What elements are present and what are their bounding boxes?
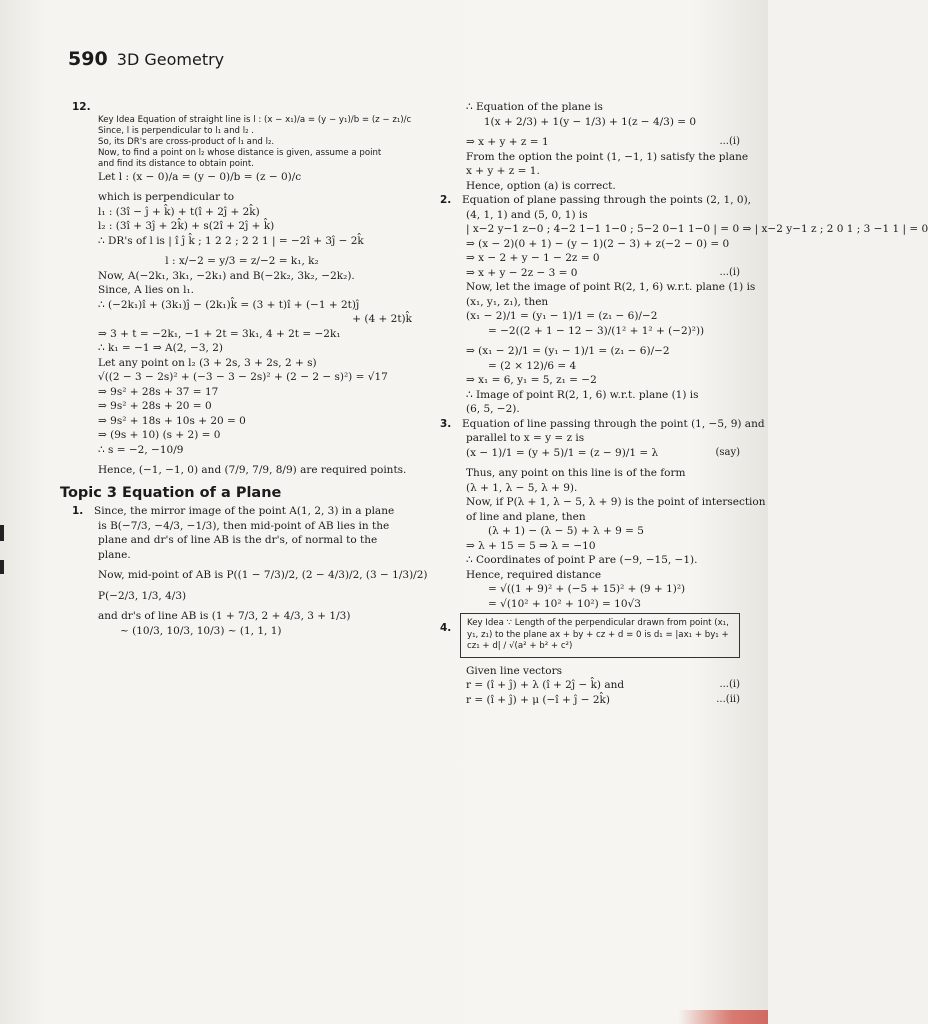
equation-tag: (say)	[715, 446, 740, 458]
line-text: which is perpendicular to	[98, 191, 235, 203]
line-text: = √((1 + 9)² + (−5 + 15)² + (9 + 1)²)	[488, 583, 686, 595]
line-text: ⇒ 9s² + 28s + 37 = 17	[98, 385, 219, 398]
text-line	[72, 414, 412, 429]
question-number: 2.	[440, 194, 452, 206]
equation-tag: ...(i)	[719, 266, 740, 278]
line-text: Let l : (x − 0)/a = (y − 0)/b = (z − 0)/c	[98, 170, 302, 183]
text-line	[440, 553, 740, 568]
text-line	[72, 205, 412, 220]
question-line	[72, 504, 412, 519]
line-text: ∴ k₁ = −1 ⇒ A(2, −3, 2)	[98, 342, 223, 354]
line-text: Now, let the image of point R(2, 1, 6) w.r.t. plane (1) is	[466, 281, 756, 293]
question-line	[440, 417, 765, 432]
text-line	[72, 190, 412, 205]
page-number: 590	[68, 48, 108, 70]
text-line	[440, 597, 740, 612]
text-line	[72, 568, 428, 583]
line-text: ∴ Image of point R(2, 1, 6) w.r.t. plane (1) is	[466, 388, 699, 401]
page-corner-decoration	[678, 1010, 768, 1024]
section-title: 3D Geometry	[116, 50, 225, 69]
line-text: (4, 1, 1) and (5, 0, 1) is	[466, 208, 588, 221]
line-text: (λ + 1) − (λ − 5) + λ + 9 = 5	[488, 525, 644, 537]
text-line	[440, 582, 740, 597]
text-line	[440, 373, 740, 388]
binding-mark	[0, 525, 4, 541]
line-text: ∴ DR's of l is | î ĵ k̂ ; 1 2 2 ; 2 2 1 | = −2î + 3ĵ − 2k̂	[98, 234, 364, 247]
line-text: ⇒ 3 + t = −2k₁, −1 + 2t = 3k₁, 4 + 2t = −2k₁	[98, 327, 341, 340]
line-text: (6, 5, −2).	[466, 403, 520, 415]
text-line	[440, 446, 740, 461]
line-text: Key Idea Equation of straight line is l : (x − x₁)/a = (y − y₁)/b = (z − z₁)/c	[98, 114, 412, 125]
text-line	[72, 219, 412, 234]
line-text: and find its distance to obtain point.	[98, 158, 254, 169]
text-line	[440, 295, 740, 310]
text-line	[440, 324, 740, 339]
line-text: ⇒ (x₁ − 2)/1 = (y₁ − 1)/1 = (z₁ − 6)/−2	[466, 345, 670, 357]
text-line	[440, 135, 740, 150]
line-text: √((2 − 3 − 2s)² + (−3 − 3 − 2s)² + (2 − 2 − s)²) = √17	[98, 371, 388, 383]
equation-tag: ...(ii)	[716, 693, 740, 705]
line-text: Given line vectors	[466, 664, 562, 677]
line-text: ⇒ x + y + z = 1	[466, 136, 549, 148]
text-line	[440, 164, 740, 179]
text-line	[72, 624, 412, 639]
text-line	[440, 495, 766, 510]
text-line	[440, 237, 740, 252]
question-number: 3.	[440, 417, 452, 430]
line-text: l : x/−2 = y/3 = z/−2 = k₁, k₂	[165, 255, 319, 267]
text-line	[72, 159, 412, 170]
text-line	[440, 539, 740, 554]
text-line	[72, 312, 412, 327]
line-text: parallel to x = y = z is	[466, 432, 585, 444]
line-text: ⇒ x₁ = 6, y₁ = 5, z₁ = −2	[466, 374, 597, 386]
line-text: Hence, option (a) is correct.	[466, 179, 616, 192]
text-line	[72, 548, 412, 563]
line-text: of line and plane, then	[466, 510, 586, 523]
line-text: ∴ s = −2, −10/9	[98, 443, 184, 456]
text-line	[440, 344, 740, 359]
right-column	[440, 100, 928, 707]
line-text: ⇒ 9s² + 18s + 10s + 20 = 0	[98, 414, 246, 427]
text-line	[72, 126, 412, 137]
line-text: (x₁ − 2)/1 = (y₁ − 1)/1 = (z₁ − 6)/−2	[466, 310, 658, 322]
text-line	[440, 693, 740, 708]
question-line	[440, 193, 752, 208]
line-text: ~ (10/3, 10/3, 10/3) ~ (1, 1, 1)	[120, 624, 282, 637]
line-text: Since, l is perpendicular to l₁ and l₂ .	[98, 125, 254, 136]
line-text: ⇒ λ + 15 = 5 ⇒ λ = −10	[466, 539, 596, 552]
question-number: 12.	[72, 101, 91, 113]
text-line	[440, 222, 928, 237]
question-number: 4.	[440, 622, 452, 634]
text-line	[440, 266, 740, 281]
text-line	[440, 431, 740, 446]
line-text: ⇒ x − 2 + y − 1 − 2z = 0	[466, 252, 600, 264]
line-text: l₁ : (3î − ĵ + k̂) + t(î + 2ĵ + 2k̂)	[98, 205, 260, 218]
question-text: Equation of plane passing through the points (2, 1, 0),	[462, 194, 752, 206]
line-text: (x₁, y₁, z₁), then	[466, 295, 549, 308]
line-text: r = (î + ĵ) + λ (î + 2ĵ − k̂) and	[466, 679, 625, 691]
text-line	[72, 148, 412, 159]
left-column	[60, 100, 428, 638]
question-number: 1.	[72, 505, 84, 517]
binding-mark	[0, 560, 4, 574]
line-text: Now, mid-point of AB is P((1 − 7/3)/2, (2 − 4/3)/2, (3 − 1/3)/2)	[98, 569, 428, 581]
text-line	[440, 150, 749, 165]
line-text: l₂ : (3î + 3ĵ + 2k̂) + s(2î + 2ĵ + k̂)	[98, 220, 275, 232]
text-line	[72, 254, 412, 269]
text-line	[72, 463, 412, 478]
key-idea-box	[440, 613, 740, 658]
line-text: P(−2/3, 1/3, 4/3)	[98, 589, 187, 602]
line-text: x + y + z = 1.	[466, 165, 540, 177]
text-line	[72, 327, 412, 342]
question-line	[72, 100, 412, 115]
line-text: 1(x + 2/3) + 1(y − 1/3) + 1(z − 4/3) = 0	[483, 115, 697, 128]
text-line	[440, 524, 740, 539]
line-text: (x − 1)/1 = (y + 5)/1 = (z − 9)/1 = λ	[466, 446, 659, 459]
key-idea-text: Key Idea ∵ Length of the perpendicular drawn from point (x₁, y₁, z₁) to the plane ax + by + cz + d = 0 is d₁ = |ax₁ + by₁ + cz₁ + d| / √(a² + b² + c²)	[460, 613, 740, 658]
line-text: + (4 + 2t)k̂	[352, 313, 412, 325]
line-text: Hence, (−1, −1, 0) and (7/9, 7/9, 8/9) are required points.	[98, 464, 407, 476]
text-line	[72, 519, 412, 534]
question-text: Equation of line passing through the point (1, −5, 9) and	[462, 417, 765, 430]
text-line	[440, 510, 740, 525]
line-text: From the option the point (1, −1, 1) satisfy the plane	[466, 150, 749, 163]
text-line	[440, 280, 756, 295]
text-line	[440, 115, 740, 130]
line-text: ⇒ 9s² + 28s + 20 = 0	[98, 400, 212, 412]
line-text: Now, A(−2k₁, 3k₁, −2k₁) and B(−2k₂, 3k₂, −2k₂).	[98, 269, 355, 282]
line-text: Now, to find a point on l₂ whose distance is given, assume a point	[98, 147, 382, 158]
line-text: Since, A lies on l₁.	[98, 284, 194, 296]
text-line	[440, 179, 740, 194]
page-header	[68, 48, 224, 70]
equation-tag: ...(i)	[719, 136, 740, 147]
text-line	[72, 170, 412, 185]
text-line	[72, 298, 412, 313]
line-text: (λ + 1, λ − 5, λ + 9).	[466, 481, 578, 494]
line-text: ⇒ (x − 2)(0 + 1) − (y − 1)(2 − 3) + z(−2 − 0) = 0	[466, 237, 730, 250]
question-text: Since, the mirror image of the point A(1, 2, 3) in a plane	[94, 505, 395, 517]
text-line	[72, 589, 412, 604]
line-text: plane.	[98, 548, 131, 561]
line-text: ∴ (−2k₁)î + (3k₁)ĵ − (2k₁)k̂ = (3 + t)î + (−1 + 2t)ĵ	[98, 298, 360, 311]
line-text: Now, if P(λ + 1, λ − 5, λ + 9) is the point of intersection	[466, 496, 766, 508]
line-text: = √(10² + 10² + 10²) = 10√3	[488, 597, 641, 610]
text-line	[72, 283, 412, 298]
line-text: and dr's of line AB is (1 + 7/3, 2 + 4/3, 3 + 1/3)	[98, 610, 351, 622]
text-line	[440, 251, 740, 266]
line-text: = −2((2 + 1 − 12 − 3)/(1² + 1² + (−2)²))	[488, 324, 705, 337]
line-text: ∴ Equation of the plane is	[466, 101, 603, 113]
text-line	[72, 234, 412, 249]
line-text: So, its DR's are cross-product of l₁ and l₂.	[98, 136, 275, 147]
text-line	[440, 208, 740, 223]
text-line	[440, 664, 740, 679]
text-line	[440, 481, 740, 496]
text-line	[72, 269, 412, 284]
text-line	[72, 341, 412, 356]
text-line	[440, 100, 740, 115]
line-text: Hence, required distance	[466, 568, 602, 581]
line-text: Let any point on l₂ (3 + 2s, 3 + 2s, 2 + s)	[98, 356, 317, 369]
line-text: ⇒ (9s + 10) (s + 2) = 0	[98, 429, 221, 441]
line-text: plane and dr's of line AB is the dr's, of normal to the	[98, 534, 378, 546]
text-line	[72, 428, 412, 443]
text-line	[72, 370, 412, 385]
text-line	[440, 359, 740, 374]
text-line	[440, 388, 740, 403]
topic-heading: Topic 3 Equation of a Plane	[60, 484, 282, 501]
text-line	[72, 609, 412, 624]
text-line	[72, 385, 412, 400]
line-text: Thus, any point on this line is of the form	[466, 467, 686, 479]
text-line	[440, 466, 740, 481]
text-line	[440, 402, 740, 417]
text-line	[440, 309, 740, 324]
text-line	[72, 137, 412, 148]
text-line	[72, 533, 412, 548]
line-text: ∴ Coordinates of point P are (−9, −15, −1).	[466, 554, 698, 566]
text-line	[72, 443, 412, 458]
text-line	[440, 678, 740, 693]
line-text: is B(−7/3, −4/3, −1/3), then mid-point of AB lies in the	[98, 519, 390, 532]
text-line	[72, 115, 412, 126]
line-text: r = (î + ĵ) + μ (−î + ĵ − 2k̂)	[466, 693, 611, 706]
equation-tag: ...(i)	[719, 679, 740, 690]
line-text: | x−2 y−1 z−0 ; 4−2 1−1 1−0 ; 5−2 0−1 1−0 | = 0 ⇒ | x−2 y−1 z ; 2 0 1 ; 3 −1 1 | = 0	[466, 223, 928, 235]
text-line	[72, 399, 412, 414]
text-line	[72, 356, 412, 371]
text-line	[440, 568, 740, 583]
line-text: ⇒ x + y − 2z − 3 = 0	[466, 266, 578, 279]
line-text: = (2 × 12)/6 = 4	[488, 359, 577, 372]
